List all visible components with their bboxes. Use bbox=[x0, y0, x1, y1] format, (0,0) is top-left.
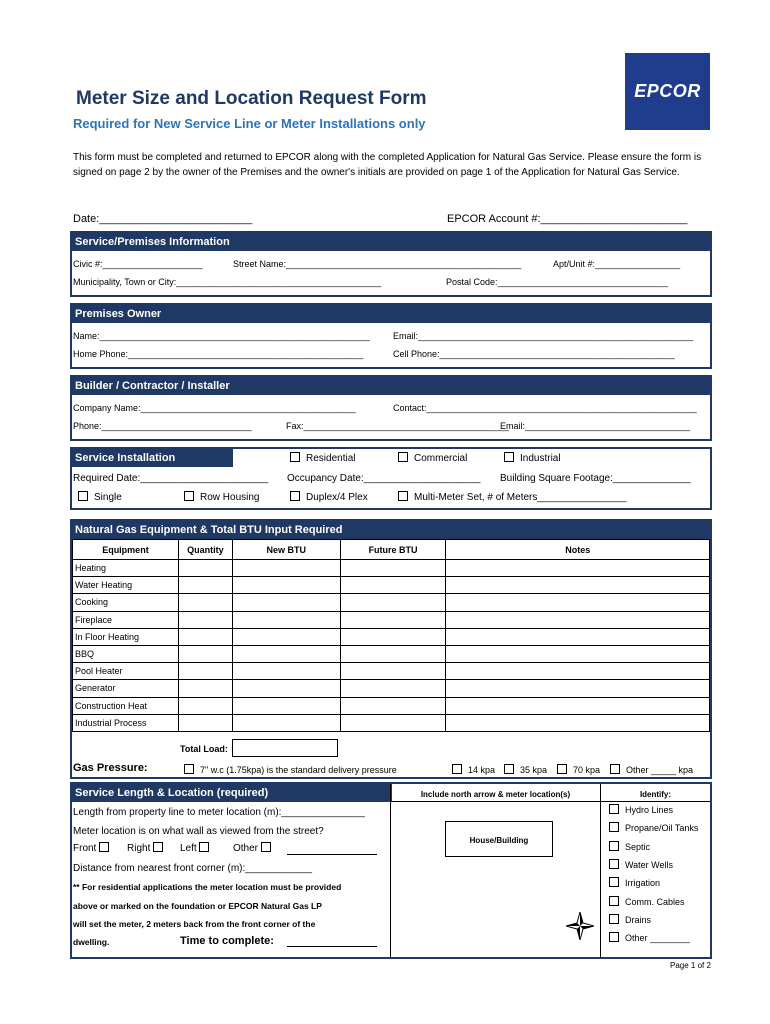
industrial-option[interactable] bbox=[504, 452, 561, 464]
option-label: 70 kpa bbox=[573, 765, 601, 775]
other-option[interactable] bbox=[233, 842, 277, 854]
table-cell[interactable] bbox=[446, 611, 710, 628]
column-header: Notes bbox=[446, 540, 710, 560]
table-cell[interactable] bbox=[232, 628, 340, 645]
table-row bbox=[73, 714, 710, 731]
checkbox[interactable] bbox=[557, 764, 567, 774]
table-row bbox=[73, 594, 710, 611]
table-row bbox=[73, 577, 710, 594]
civic-field[interactable]: Civic #:____________________ bbox=[73, 259, 203, 269]
table-cell[interactable] bbox=[232, 714, 340, 731]
table-cell[interactable] bbox=[232, 594, 340, 611]
table-cell[interactable] bbox=[340, 628, 446, 645]
table-cell[interactable] bbox=[178, 645, 232, 662]
table-cell[interactable] bbox=[178, 560, 232, 577]
municipality-field[interactable]: Municipality, Town or City:_________________________________________ bbox=[73, 277, 382, 287]
option-label: Irrigation bbox=[625, 878, 661, 889]
table-cell[interactable] bbox=[178, 714, 232, 731]
table-cell[interactable] bbox=[178, 680, 232, 697]
note-line-1: ** For residential applications the meter location must be provided bbox=[73, 882, 342, 892]
option-label: Drains bbox=[625, 914, 652, 925]
table-cell[interactable] bbox=[340, 611, 446, 628]
owner-email-field[interactable]: Email:_______________________________________________________ bbox=[393, 331, 694, 341]
table-row bbox=[73, 628, 710, 645]
identify-option[interactable] bbox=[609, 914, 651, 925]
identify-header bbox=[600, 784, 710, 802]
column-header: New BTU bbox=[232, 540, 340, 560]
table-row bbox=[73, 611, 710, 628]
option-label: Duplex/4 Plex bbox=[306, 492, 368, 503]
identify-option[interactable] bbox=[609, 804, 673, 815]
total-load-label: Total Load: bbox=[180, 744, 228, 754]
table-cell[interactable] bbox=[232, 560, 340, 577]
service-length-section bbox=[70, 782, 712, 959]
other-wall-line[interactable] bbox=[287, 854, 377, 855]
occupancy-date-field[interactable]: Occupancy Date:_____________________ bbox=[287, 473, 481, 484]
option-label: Front bbox=[73, 843, 97, 854]
section-header: Service/Premises Information bbox=[72, 233, 710, 251]
column-header: Future BTU bbox=[340, 540, 446, 560]
option-label: Residential bbox=[306, 453, 356, 464]
table-cell[interactable] bbox=[232, 697, 340, 714]
checkbox[interactable] bbox=[609, 804, 619, 814]
distance-field[interactable]: Distance from nearest front corner (m):____________ bbox=[73, 863, 313, 874]
pressure-70-option[interactable] bbox=[557, 764, 600, 775]
table-row bbox=[73, 560, 710, 577]
note-line-2: above or marked on the foundation or EPCOR Natural Gas LP bbox=[73, 901, 322, 911]
identify-option[interactable] bbox=[609, 841, 650, 852]
option-label: 7" w.c (1.75kpa) is the standard delivery pressure bbox=[200, 765, 397, 775]
option-label: Septic bbox=[625, 841, 651, 852]
checkbox[interactable] bbox=[609, 914, 619, 924]
table-cell[interactable] bbox=[178, 628, 232, 645]
required-date-field[interactable]: Required Date:_______________________ bbox=[73, 473, 269, 484]
table-cell[interactable] bbox=[446, 680, 710, 697]
equipment-section bbox=[70, 519, 712, 779]
builder-phone-field[interactable]: Phone:______________________________ bbox=[73, 421, 252, 431]
premises-owner-section bbox=[70, 303, 712, 369]
checkbox[interactable] bbox=[609, 822, 619, 832]
option-label: Single bbox=[94, 492, 122, 503]
table-cell[interactable] bbox=[340, 714, 446, 731]
postal-field[interactable]: Postal Code:__________________________________ bbox=[446, 277, 668, 287]
equipment-name: Heating bbox=[73, 560, 179, 577]
option-label: Industrial bbox=[520, 453, 561, 464]
table-cell[interactable] bbox=[178, 577, 232, 594]
equipment-name: BBQ bbox=[73, 645, 179, 662]
checkbox[interactable] bbox=[99, 842, 109, 852]
front-option[interactable] bbox=[73, 842, 115, 854]
table-cell[interactable] bbox=[178, 594, 232, 611]
north-arrow-icon bbox=[566, 912, 594, 940]
single-option[interactable] bbox=[78, 491, 122, 503]
section-header: Premises Owner bbox=[72, 305, 710, 323]
account-field[interactable]: EPCOR Account #:________________________ bbox=[447, 213, 688, 225]
table-cell[interactable] bbox=[446, 645, 710, 662]
square-footage-field[interactable]: Building Square Footage:______________ bbox=[500, 473, 691, 484]
equipment-name: Industrial Process bbox=[73, 714, 179, 731]
left-option[interactable] bbox=[180, 842, 215, 854]
table-cell[interactable] bbox=[232, 577, 340, 594]
row-housing-option[interactable] bbox=[184, 491, 259, 503]
checkbox[interactable] bbox=[261, 842, 271, 852]
table-cell[interactable] bbox=[340, 663, 446, 680]
table-cell[interactable] bbox=[340, 594, 446, 611]
option-label: Water Wells bbox=[625, 859, 674, 870]
option-label: Propane/Oil Tanks bbox=[625, 823, 699, 834]
section-header: Service Length & Location (required) bbox=[72, 784, 392, 802]
table-cell[interactable] bbox=[178, 663, 232, 680]
option-label: Right bbox=[127, 843, 151, 854]
equipment-name: In Floor Heating bbox=[73, 628, 179, 645]
option-label: Other bbox=[233, 843, 259, 854]
checkbox[interactable] bbox=[290, 452, 300, 462]
street-field[interactable]: Street Name:_______________________________________________ bbox=[233, 259, 522, 269]
cell-phone-field[interactable]: Cell Phone:_______________________________________________ bbox=[393, 349, 675, 359]
checkbox[interactable] bbox=[290, 491, 300, 501]
table-cell[interactable] bbox=[446, 628, 710, 645]
identify-option[interactable] bbox=[609, 896, 685, 907]
north-arrow-header bbox=[390, 784, 600, 802]
checkbox[interactable] bbox=[184, 764, 194, 774]
identify-option[interactable] bbox=[609, 877, 660, 888]
wall-question: Meter location is on what wall as viewed from the street? bbox=[73, 826, 324, 837]
equipment-name: Construction Heat bbox=[73, 697, 179, 714]
form-title: Meter Size and Location Request Form bbox=[76, 88, 427, 109]
checkbox[interactable] bbox=[609, 859, 619, 869]
north-arrow-label: Include north arrow & meter location(s) bbox=[420, 790, 571, 799]
table-cell[interactable] bbox=[232, 663, 340, 680]
table-cell[interactable] bbox=[446, 577, 710, 594]
option-label: Hydro Lines bbox=[625, 805, 674, 815]
checkbox[interactable] bbox=[452, 764, 462, 774]
table-cell[interactable] bbox=[178, 697, 232, 714]
pressure-other-option[interactable] bbox=[610, 764, 693, 775]
epcor-logo: EPCOR bbox=[625, 53, 710, 130]
equipment-name: Pool Heater bbox=[73, 663, 179, 680]
company-field[interactable]: Company Name:___________________________________________ bbox=[73, 403, 356, 413]
column-header: Quantity bbox=[178, 540, 232, 560]
note-line-3: will set the meter, 2 meters back from the front corner of the bbox=[73, 919, 316, 929]
checkbox[interactable] bbox=[504, 452, 514, 462]
option-label: Left bbox=[180, 843, 197, 854]
equipment-name: Generator bbox=[73, 680, 179, 697]
residential-option[interactable] bbox=[290, 452, 355, 464]
identify-option[interactable] bbox=[609, 859, 673, 870]
checkbox[interactable] bbox=[78, 491, 88, 501]
section-header: Builder / Contractor / Installer bbox=[72, 377, 710, 395]
checkbox[interactable] bbox=[504, 764, 514, 774]
page-number: Page 1 of 2 bbox=[670, 961, 711, 970]
form-subtitle: Required for New Service Line or Meter Installations only bbox=[73, 116, 426, 131]
table-cell[interactable] bbox=[232, 680, 340, 697]
identify-option[interactable] bbox=[609, 932, 690, 943]
checkbox[interactable] bbox=[609, 932, 619, 942]
house-building-box bbox=[445, 821, 553, 857]
checkbox[interactable] bbox=[398, 491, 408, 501]
service-installation-section bbox=[70, 447, 712, 510]
time-to-complete-label: Time to complete: bbox=[180, 935, 274, 947]
builder-email-field[interactable]: Email:_________________________________ bbox=[500, 421, 691, 431]
right-option[interactable] bbox=[127, 842, 169, 854]
option-label: Row Housing bbox=[200, 492, 260, 503]
gas-pressure-label: Gas Pressure: bbox=[73, 762, 148, 774]
table-cell[interactable] bbox=[232, 611, 340, 628]
table-cell[interactable] bbox=[340, 577, 446, 594]
table-cell[interactable] bbox=[446, 560, 710, 577]
table-cell[interactable] bbox=[340, 697, 446, 714]
option-label: Comm. Cables bbox=[625, 896, 685, 907]
duplex-option[interactable] bbox=[290, 491, 368, 503]
identify-option[interactable] bbox=[609, 822, 698, 833]
table-cell[interactable] bbox=[446, 714, 710, 731]
table-cell[interactable] bbox=[340, 560, 446, 577]
total-load-cell[interactable] bbox=[232, 739, 338, 757]
note-line-4: dwelling. bbox=[73, 937, 110, 947]
contact-field[interactable]: Contact:______________________________________________________ bbox=[393, 403, 697, 413]
checkbox[interactable] bbox=[609, 877, 619, 887]
divider bbox=[600, 784, 601, 957]
table-row bbox=[73, 697, 710, 714]
commercial-option[interactable] bbox=[398, 452, 467, 464]
equipment-name: Cooking bbox=[73, 594, 179, 611]
option-label: Other _____ kpa bbox=[626, 765, 694, 775]
table-row bbox=[73, 663, 710, 680]
column-header: Equipment bbox=[73, 540, 179, 560]
equipment-name: Water Heating bbox=[73, 577, 179, 594]
table-cell[interactable] bbox=[340, 645, 446, 662]
length-field[interactable]: Length from property line to meter location (m):_______________ bbox=[73, 807, 365, 818]
option-label: Commercial bbox=[414, 453, 468, 464]
equipment-table bbox=[72, 539, 710, 732]
checkbox[interactable] bbox=[184, 491, 194, 501]
apt-field[interactable]: Apt/Unit #:_________________ bbox=[553, 259, 681, 269]
time-to-complete-line[interactable] bbox=[287, 946, 377, 947]
standard-pressure-option[interactable] bbox=[184, 764, 397, 775]
table-cell[interactable] bbox=[446, 697, 710, 714]
section-header: Natural Gas Equipment & Total BTU Input Required bbox=[72, 521, 710, 539]
table-row bbox=[73, 680, 710, 697]
builder-section bbox=[70, 375, 712, 441]
option-label: Other ________ bbox=[625, 933, 691, 944]
pressure-14-option[interactable] bbox=[452, 764, 495, 775]
option-label: Multi-Meter Set, # of Meters________________ bbox=[414, 492, 627, 503]
checkbox[interactable] bbox=[610, 764, 620, 774]
equipment-name: Fireplace bbox=[73, 611, 179, 628]
option-label: 35 kpa bbox=[520, 765, 548, 775]
service-premises-section bbox=[70, 231, 712, 297]
owner-name-field[interactable]: Name:______________________________________________________ bbox=[73, 331, 370, 341]
checkbox[interactable] bbox=[609, 841, 619, 851]
checkbox[interactable] bbox=[398, 452, 408, 462]
date-field[interactable]: Date:_________________________ bbox=[73, 213, 253, 225]
table-cell[interactable] bbox=[446, 594, 710, 611]
option-label: 14 kpa bbox=[468, 765, 496, 775]
checkbox[interactable] bbox=[609, 896, 619, 906]
pressure-35-option[interactable] bbox=[504, 764, 547, 775]
intro-text: This form must be completed and returned to EPCOR along with the completed Application for Natural Gas Service. Please ensure the form is signed on page 2 by the owner of the Premises and the owner's initials are provided on page 1 of the Application for Natural Gas Service. bbox=[73, 152, 702, 178]
checkbox[interactable] bbox=[153, 842, 163, 852]
table-row bbox=[73, 645, 710, 662]
identify-label: Identify: bbox=[639, 790, 672, 799]
home-phone-field[interactable]: Home Phone:_______________________________________________ bbox=[73, 349, 364, 359]
multi-meter-option[interactable] bbox=[398, 491, 626, 503]
checkbox[interactable] bbox=[199, 842, 209, 852]
table-cell[interactable] bbox=[340, 680, 446, 697]
fax-field[interactable]: Fax:_________________________________________ bbox=[286, 421, 509, 431]
house-building-label: House/Building bbox=[469, 836, 529, 845]
table-cell[interactable] bbox=[178, 611, 232, 628]
table-cell[interactable] bbox=[232, 645, 340, 662]
section-header: Service Installation bbox=[72, 449, 233, 467]
table-cell[interactable] bbox=[446, 663, 710, 680]
